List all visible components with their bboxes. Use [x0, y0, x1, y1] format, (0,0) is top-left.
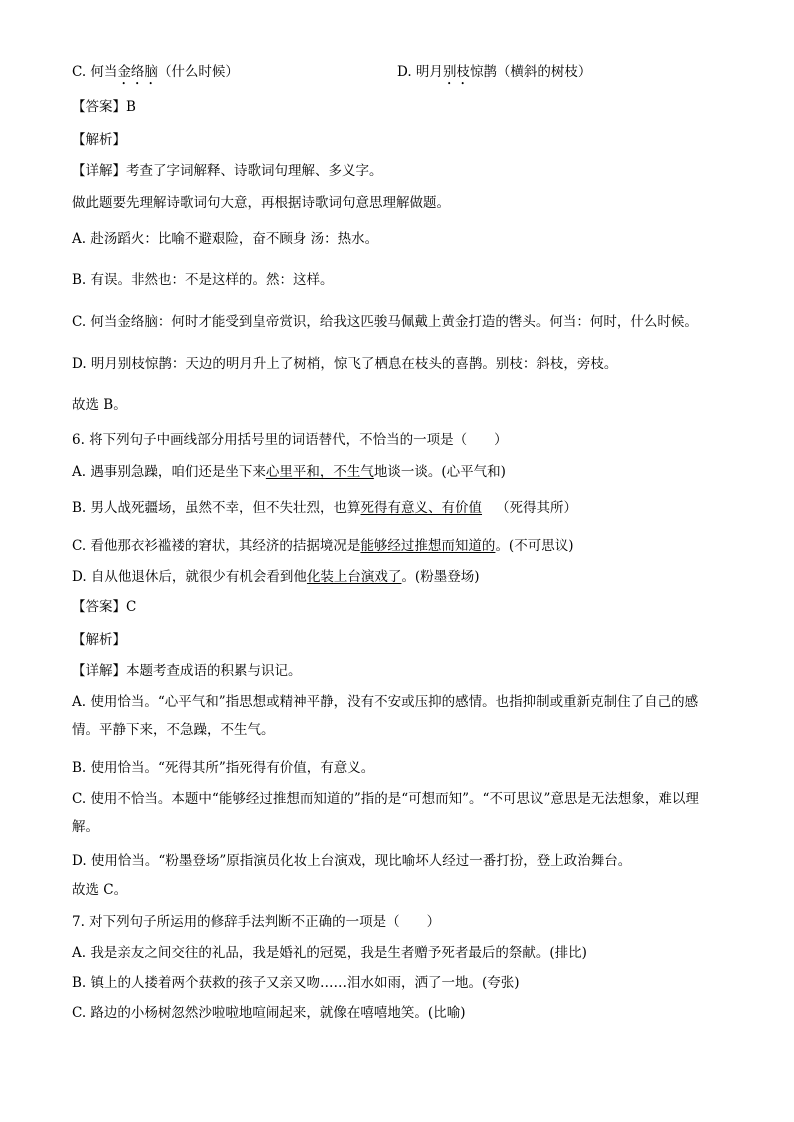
q5-explain-c: C. 何当金络脑：何时才能受到皇帝赏识，给我这匹骏马佩戴上黄金打造的辔头。何当：何时，什么时候。: [72, 314, 698, 330]
q6-option-a: A. 遇事别急躁，咱们还是坐下来心里平和，不生气地谈一谈。(心平气和): [72, 464, 506, 480]
q6-option-b: B. 男人战死疆场，虽然不幸，但不失壮烈，也算死得有意义、有价值 （死得其所）: [72, 500, 578, 516]
q6-stem: 6. 将下列句子中画线部分用括号里的词语替代，不恰当的一项是（ ）: [72, 432, 508, 448]
underlined-text: 化装上台演戏了: [306, 569, 402, 585]
q5-explain-d: D. 明月别枝惊鹊：天边的明月升上了树梢，惊飞了栖息在枝头的喜鹊。别枝：斜枝，旁枝。: [72, 356, 618, 372]
q6-option-d: D. 自从他退休后，就很少有机会看到他化装上台演戏了。(粉墨登场): [72, 569, 480, 585]
q6-conclusion: 故选 C。: [72, 882, 128, 898]
q7-option-b: B. 镇上的人搂着两个获救的孩子又亲又吻……泪水如雨，洒了一地。(夸张): [72, 975, 520, 991]
q6-analysis-heading: 【解析】: [72, 632, 126, 648]
q5-option-d: D. 明月别枝惊鹊（横斜的树枝）: [397, 64, 592, 80]
q5-analysis-heading: 【解析】: [72, 132, 126, 148]
q6-option-c: C. 看他那衣衫褴褛的窘状，其经济的拮据境况是能够经过推想而知道的。(不可思议): [72, 538, 574, 554]
q5-detail: 【详解】考查了字词解释、诗歌词句理解、多义字。: [72, 163, 383, 179]
q6-explain-a: A. 使用恰当。“心平气和”指思想或精神平静，没有不安或压抑的感情。也指抑制或重新克制住了自己的感情。平静下来，不急躁，不生气。: [72, 694, 699, 738]
q6-explain-c: C. 使用不恰当。本题中“能够经过推想而知道的”指的是“可想而知”。“不可思议”意思是无法想象，难以理解。: [72, 791, 699, 835]
q5-intro: 做此题要先理解诗歌词句大意，再根据诗歌词句意思理解做题。: [72, 195, 450, 211]
q6-detail: 【详解】本题考查成语的积累与识记。: [72, 663, 302, 679]
q6-explain-b: B. 使用恰当。“死得其所”指死得有价值，有意义。: [72, 760, 375, 776]
q7-option-c: C. 路边的小杨树忽然沙啦啦地喧闹起来，就像在嘻嘻地笑。(比喻): [72, 1005, 466, 1021]
q5-explain-a: A. 赴汤蹈火：比喻不避艰险，奋不顾身 汤：热水。: [72, 231, 379, 247]
q7-stem: 7. 对下列句子所运用的修辞手法判断不正确的一项是（ ）: [72, 914, 441, 930]
dotted-text: 别枝: [442, 64, 470, 80]
q5-option-c: C. 何当金络脑（什么时候）: [72, 64, 239, 80]
q6-answer: 【答案】C: [72, 599, 137, 615]
underlined-text: 死得有意义、有价值: [360, 500, 483, 516]
q7-option-a: A. 我是亲友之间交往的礼品，我是婚礼的冠冕，我是生者赠予死者最后的祭献。(排比): [72, 945, 587, 961]
underlined-text: 心里平和，不生气: [265, 464, 374, 480]
underlined-text: 能够经过推想而知道的: [360, 538, 496, 554]
q5-conclusion: 故选 B。: [72, 397, 127, 413]
dotted-text: 金络脑: [117, 64, 158, 80]
q5-explain-b: B. 有误。非然也：不是这样的。然：这样。: [72, 272, 334, 288]
q6-explain-d: D. 使用恰当。“粉墨登场”原指演员化妆上台演戏，现比喻坏人经过一番打扮，登上政治舞台。: [72, 853, 632, 869]
q5-answer: 【答案】B: [72, 99, 136, 115]
